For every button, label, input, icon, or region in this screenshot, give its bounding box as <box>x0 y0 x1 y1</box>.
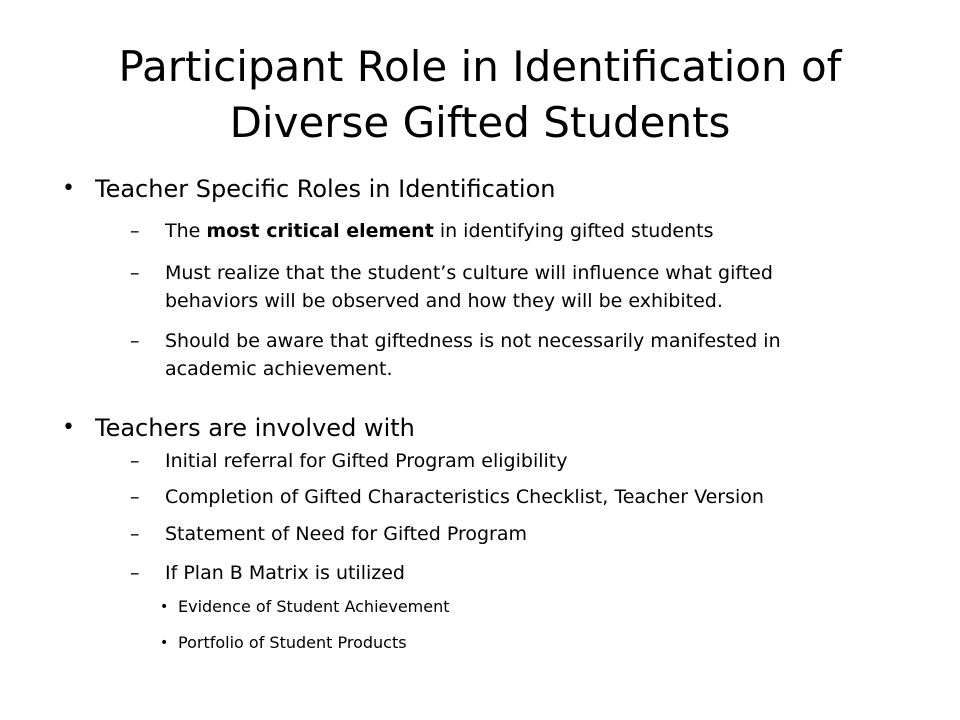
item-culture-line-2: behaviors will be observed and how they will be exhibited. <box>165 290 723 312</box>
involvement-item: Statement of Need for Gifted Program <box>165 523 527 545</box>
bullet-text <box>165 448 567 474</box>
plan-b-subitem: Portfolio of Student Products <box>178 633 407 652</box>
bullet-text <box>165 328 781 354</box>
bullet-marker-level-2: – <box>130 220 140 242</box>
emphasis-text: most critical element <box>206 220 434 242</box>
text-suffix: in identifying gifted students <box>433 220 714 242</box>
involvement-item: Completion of Gifted Characteristics Checklist, Teacher Version <box>165 486 764 508</box>
bullet-text <box>165 484 764 510</box>
bullet-marker-level-2: – <box>130 330 140 352</box>
item-giftedness-line-2: academic achievement. <box>165 358 393 380</box>
bullet-marker-level-1: • <box>62 415 75 440</box>
bullet-text <box>95 174 555 204</box>
bullet-marker-level-3: • <box>160 599 169 615</box>
slide-title-line-2: Diverse Gifted Students <box>229 98 731 147</box>
bullet-marker-level-3: • <box>160 635 169 651</box>
section-heading-teacher-roles: Teacher Specific Roles in Identification <box>95 175 556 203</box>
plan-b-subitem: Evidence of Student Achievement <box>178 597 450 616</box>
bullet-text <box>165 288 723 314</box>
item-culture-line-1: Must realize that the student’s culture will influence what gifted <box>165 262 773 284</box>
bullet-text <box>165 260 773 286</box>
bullet-text <box>165 356 393 382</box>
bullet-text <box>165 560 405 586</box>
bullet-text <box>165 521 527 547</box>
slide-title-line-1: Participant Role in Identification of <box>118 42 842 91</box>
bullet-marker-level-2: – <box>130 523 140 545</box>
item-giftedness-line-1: Should be aware that giftedness is not necessarily manifested in <box>165 330 781 352</box>
bullet-marker-level-2: – <box>130 486 140 508</box>
involvement-item: If Plan B Matrix is utilized <box>165 562 405 584</box>
section-heading-teachers-involved: Teachers are involved with <box>95 414 415 442</box>
bullet-text <box>178 632 407 654</box>
bullet-marker-level-2: – <box>130 262 140 284</box>
involvement-item: Initial referral for Gifted Program eligibility <box>165 450 568 472</box>
bullet-text <box>178 596 450 618</box>
bullet-marker-level-1: • <box>62 176 75 201</box>
text-prefix: The <box>165 220 207 242</box>
bullet-text <box>95 413 415 443</box>
bullet-marker-level-2: – <box>130 562 140 584</box>
bullet-text <box>165 218 713 244</box>
bullet-marker-level-2: – <box>130 450 140 472</box>
